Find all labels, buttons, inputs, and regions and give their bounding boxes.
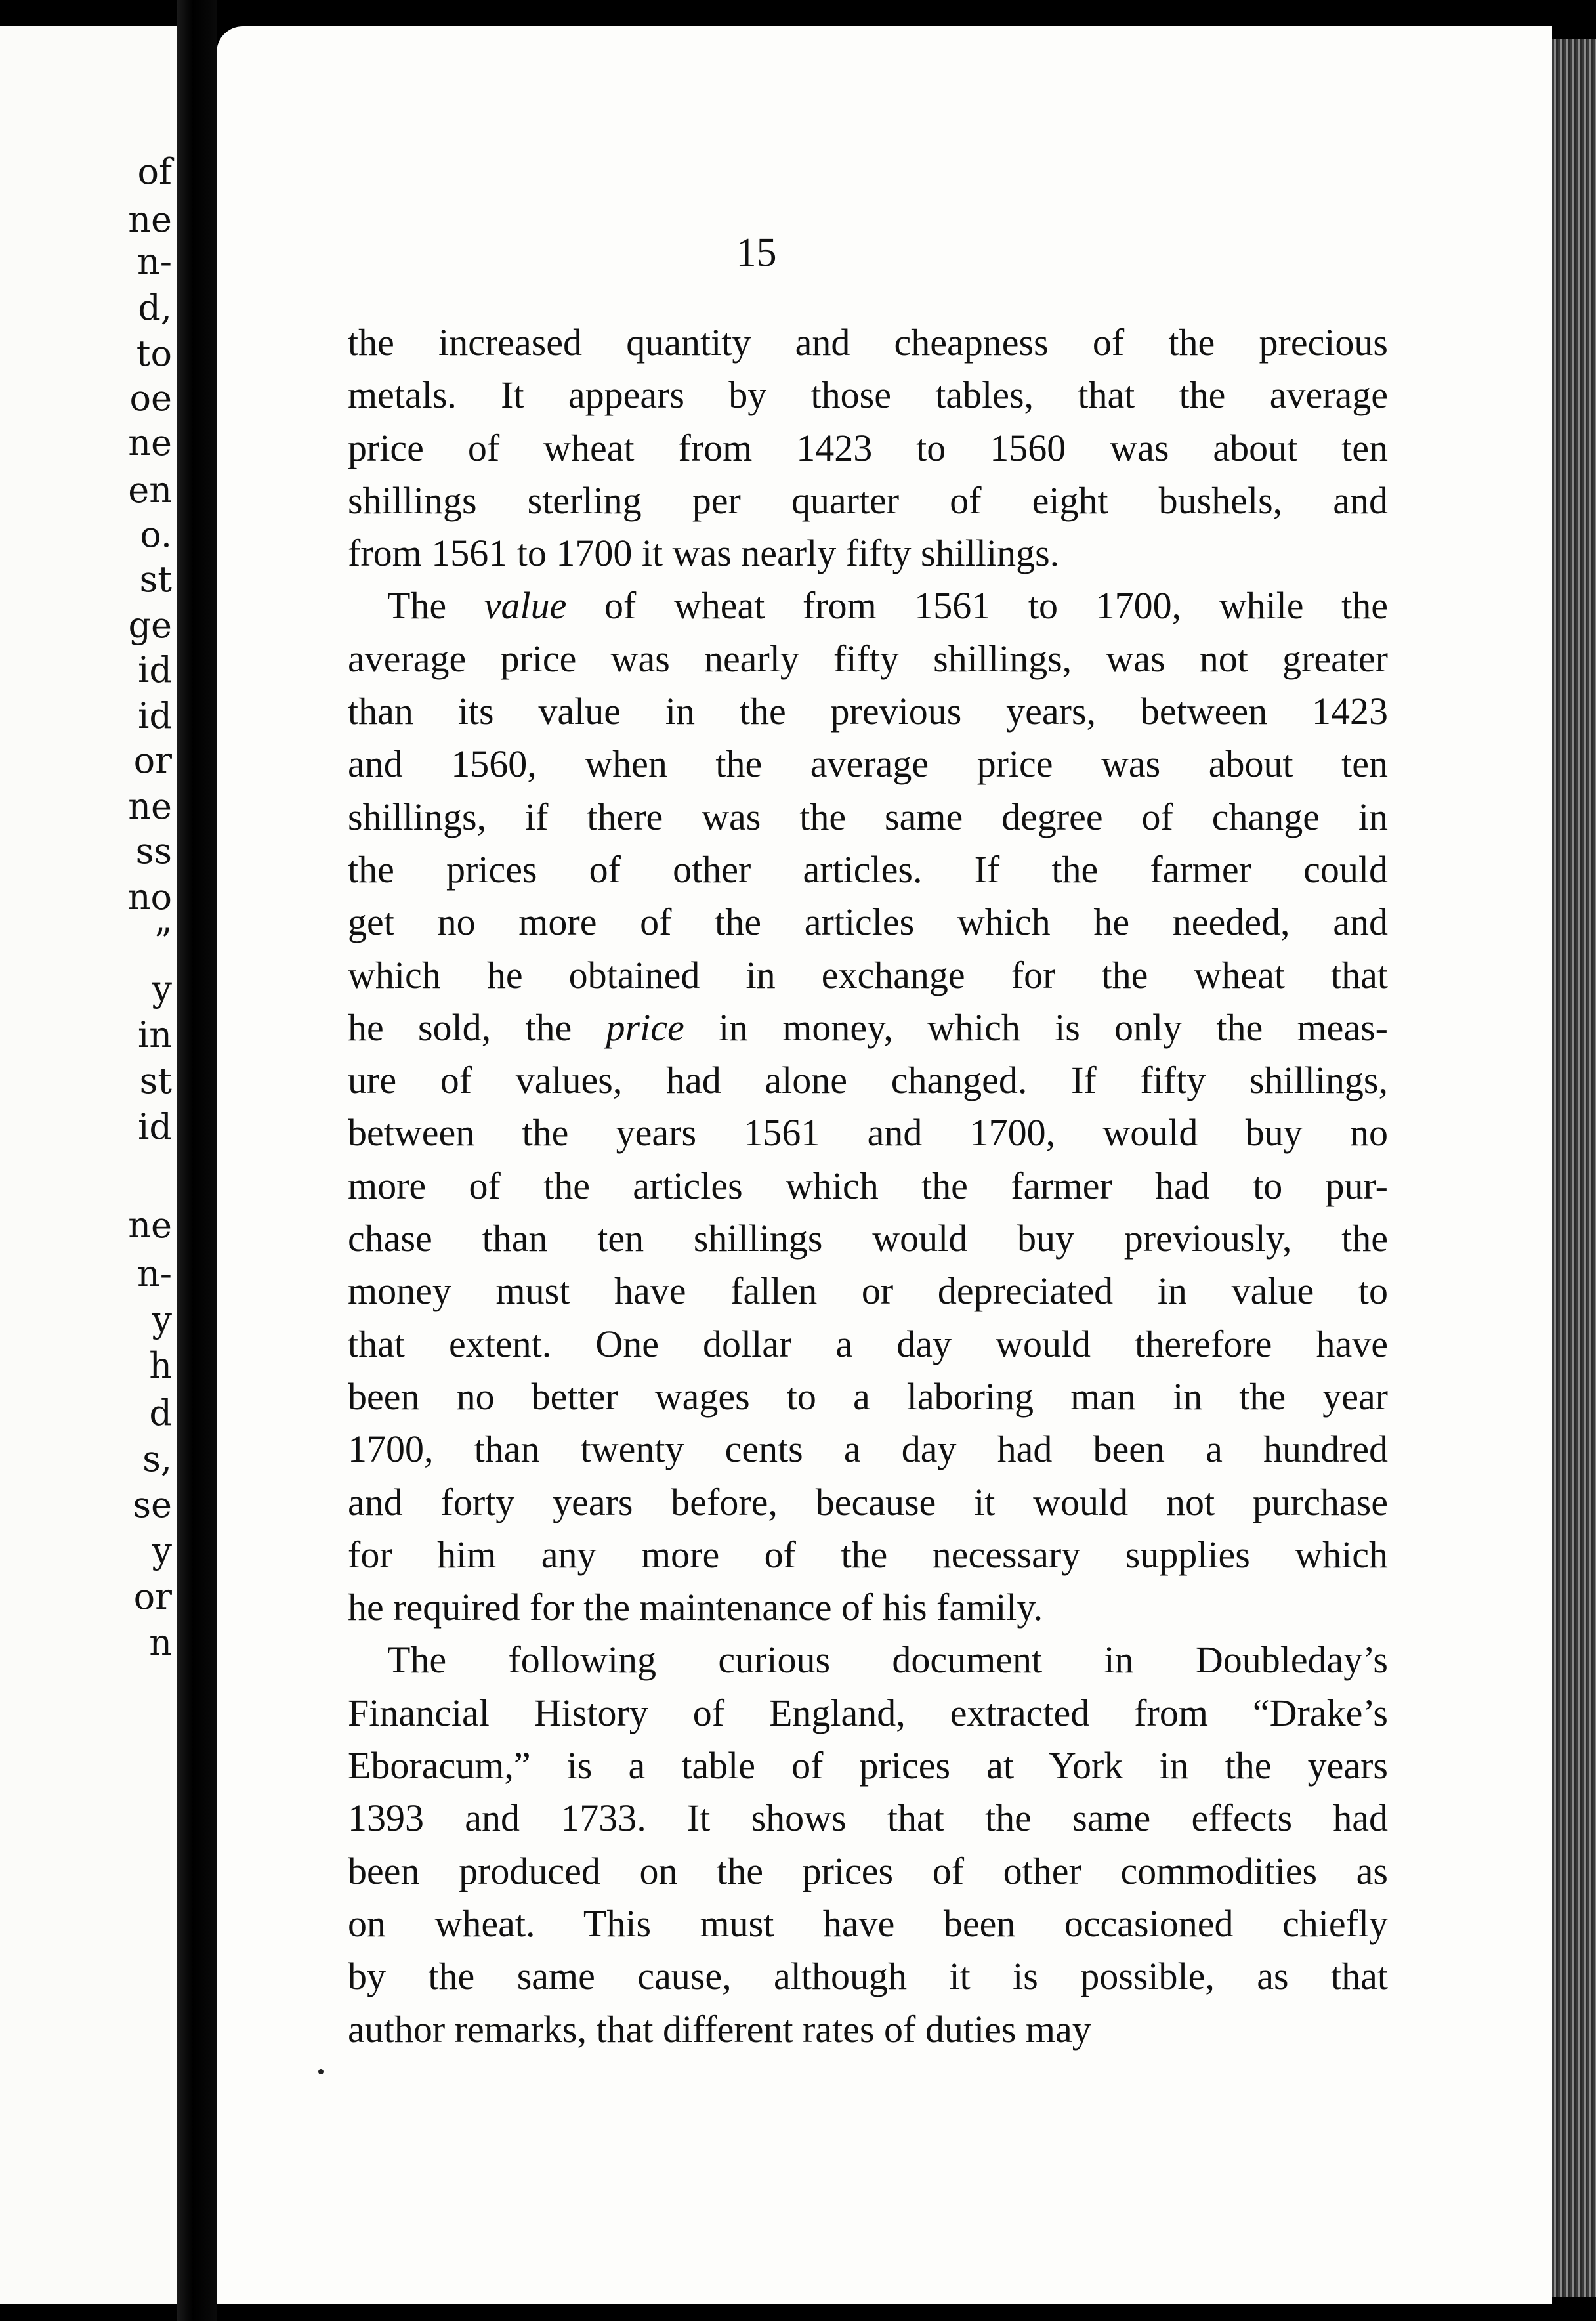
text-line: and forty years before, because it would not purchase	[348, 1480, 1388, 1523]
text-line: and 1560, when the average price was about ten	[348, 742, 1388, 786]
text-line: been no better wages to a laboring man in the year	[348, 1374, 1388, 1418]
text-line: The following curious document in Doubleday’s	[387, 1638, 1388, 1682]
body-text	[348, 316, 1388, 2056]
left-page-fragment: in	[137, 1014, 172, 1055]
text-line: chase than ten shillings would buy previously, the	[348, 1217, 1388, 1260]
left-page-fragment: or	[133, 740, 172, 781]
text-line: by the same cause, although it is possible, as that	[348, 1955, 1388, 1998]
ink-speck	[318, 2069, 324, 2074]
left-page-fragment: st	[139, 1060, 172, 1101]
text-line: the prices of other articles. If the farmer could	[348, 847, 1388, 891]
paragraph	[348, 316, 1388, 580]
left-page-fragment: s,	[142, 1438, 172, 1480]
left-page-fragment: y	[152, 968, 172, 1010]
text-line: been produced on the prices of other commodities as	[348, 1849, 1388, 1892]
emphasized-word: price	[606, 1006, 684, 1049]
text-line: for him any more of the necessary supplies which	[348, 1533, 1388, 1576]
left-page-fragment: y	[152, 1299, 172, 1340]
left-page-fragment: or	[133, 1576, 172, 1617]
text-line: more of the articles which the farmer had to pur-	[348, 1164, 1388, 1207]
paragraph	[348, 580, 1388, 1634]
left-page-fragment: ne	[128, 1204, 172, 1246]
left-page-fragment: ne	[128, 422, 172, 463]
left-page-fragment: n-	[136, 1253, 172, 1294]
left-page-fragment: se	[133, 1484, 172, 1525]
left-page-fragment: n-	[136, 241, 172, 282]
left-page-fragment: no	[127, 876, 172, 918]
left-page-fragment: ne	[128, 786, 172, 827]
text-line: he required for the maintenance of his family.	[348, 1586, 1043, 1629]
left-facing-page	[0, 26, 177, 2304]
text-line: price of wheat from 1423 to 1560 was about ten	[348, 426, 1388, 469]
text-line: metals. It appears by those tables, that the average	[348, 373, 1388, 417]
text-line: shillings sterling per quarter of eight bushels, and	[348, 479, 1388, 522]
text-line: shillings, if there was the same degree of change in	[348, 795, 1388, 838]
text-line: from 1561 to 1700 it was nearly fifty shillings.	[348, 532, 1060, 575]
left-page-fragment: ss	[135, 830, 172, 872]
left-page-fragment: id	[138, 1106, 172, 1147]
left-page-fragment: en	[128, 469, 172, 511]
left-page-fragment: d	[149, 1392, 172, 1434]
left-page-fragment: n	[149, 1622, 172, 1663]
text-line: Eboracum,” is a table of prices at York in the years	[348, 1744, 1388, 1787]
text-line: which he obtained in exchange for the wheat that	[348, 953, 1388, 996]
text-line: get no more of the articles which he needed, and	[348, 901, 1388, 944]
left-page-fragment: ge	[128, 605, 172, 646]
emphasized-word: value	[484, 584, 567, 628]
text-line: he sold, the price in money, which is only the meas-	[348, 1006, 1389, 1049]
left-page-fragment: o.	[140, 514, 172, 555]
left-page-fragment: ”	[154, 921, 172, 962]
left-page-fragment: to	[136, 333, 172, 374]
text-line: that extent. One dollar a day would therefore have	[348, 1322, 1388, 1365]
text-line: author remarks, that different rates of duties may	[348, 2007, 1091, 2051]
text-line: 1393 and 1733. It shows that the same effects had	[348, 1797, 1388, 1840]
text-line: than its value in the previous years, between 1423	[348, 690, 1388, 733]
text-line: money must have fallen or depreciated in value to	[348, 1269, 1388, 1313]
left-page-fragment: y	[152, 1530, 172, 1571]
book-gutter	[177, 0, 217, 2321]
text-line: average price was nearly fifty shillings, was not greater	[348, 637, 1388, 680]
text-line: 1700, than twenty cents a day had been a hundred	[348, 1428, 1388, 1471]
left-page-fragment: h	[149, 1345, 172, 1386]
text-line: on wheat. This must have been occasioned chiefly	[348, 1902, 1388, 1945]
text-line: the increased quantity and cheapness of the precious	[348, 321, 1388, 364]
left-page-fragment: oe	[129, 377, 172, 419]
left-page-fragment: id	[138, 695, 172, 736]
page-number: 15	[736, 230, 777, 275]
text-line: between the years 1561 and 1700, would buy no	[348, 1111, 1388, 1155]
left-page-fragment: of	[137, 151, 172, 192]
text-line: The value of wheat from 1561 to 1700, while the	[387, 584, 1388, 628]
left-page-fragment: id	[138, 649, 172, 691]
left-page-fragment: ne	[128, 199, 172, 240]
text-line: Financial History of England, extracted from “Drake’s	[348, 1691, 1388, 1734]
left-page-fragment: d,	[138, 287, 172, 328]
book-page	[217, 26, 1552, 2304]
paragraph	[348, 1634, 1388, 2055]
left-page-fragment: st	[139, 559, 172, 600]
page-edges	[1552, 39, 1596, 2297]
text-line: ure of values, had alone changed. If fifty shillings,	[348, 1059, 1388, 1102]
